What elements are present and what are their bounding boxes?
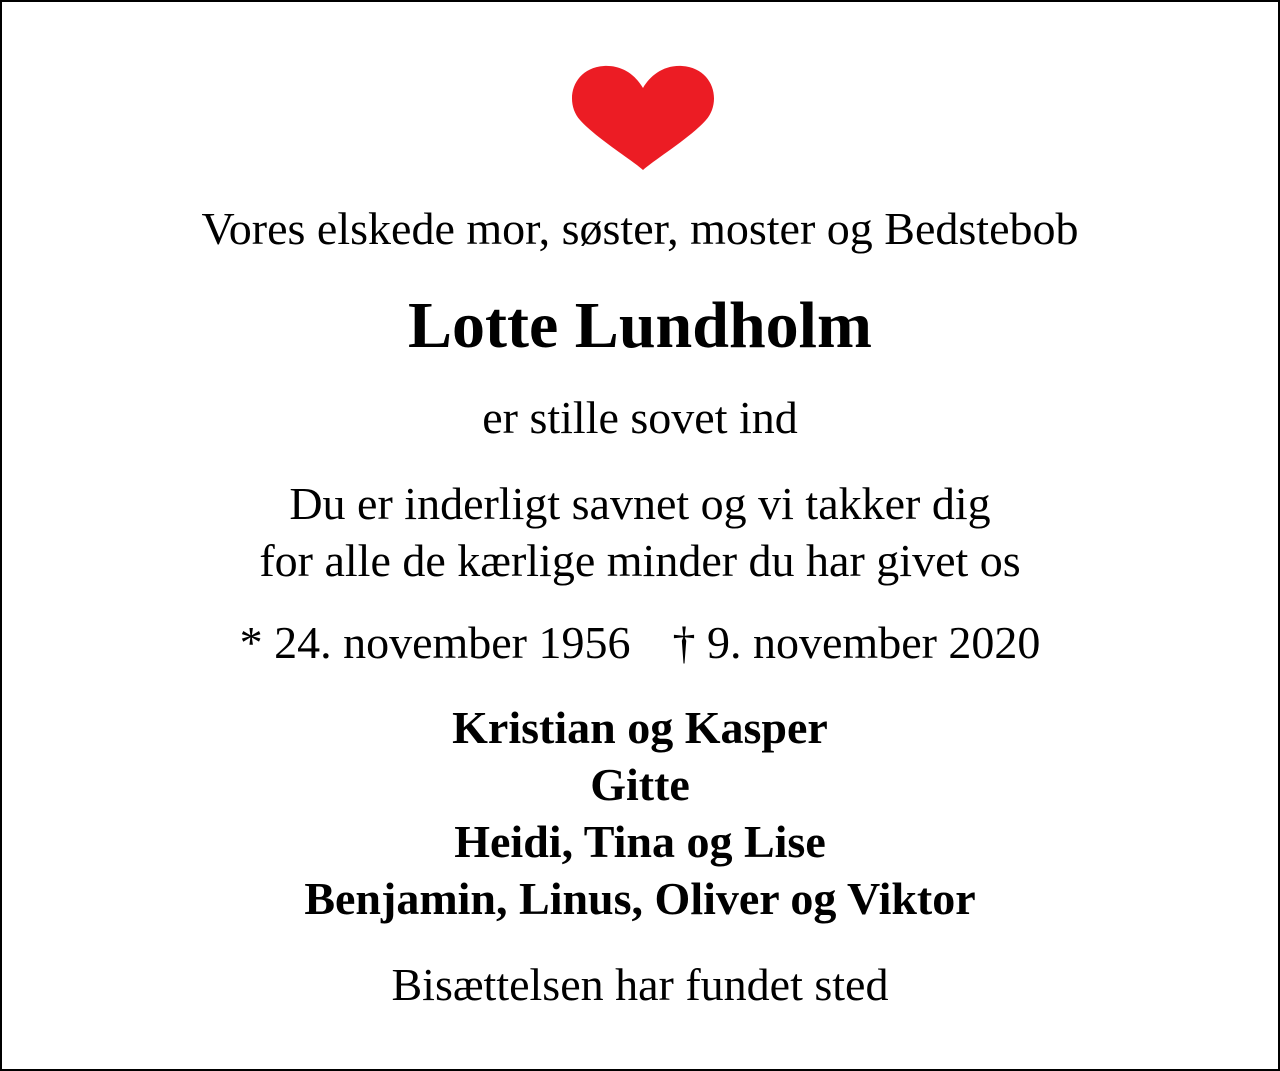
family-line: Benjamin, Linus, Oliver og Viktor [304, 873, 976, 924]
death-date: † 9. november 2020 [672, 617, 1041, 668]
poem-line: for alle de kærlige minder du har givet os [259, 535, 1021, 586]
heart-icon [570, 64, 716, 170]
family-line: Kristian og Kasper [452, 702, 828, 753]
birth-date: * 24. november 1956 [239, 617, 631, 668]
dates-line [2, 617, 1278, 668]
passing-text: er stille sovet ind [482, 392, 798, 443]
deceased-name: Lotte Lundholm [408, 289, 872, 362]
funeral-note: Bisættelsen har fundet sted [391, 959, 889, 1010]
intro-text: Vores elskede mor, søster, moster og Bedstebob [201, 203, 1079, 254]
poem-line: Du er inderligt savnet og vi takker dig [289, 478, 991, 529]
family-line: Gitte [590, 759, 690, 810]
family-line: Heidi, Tina og Lise [454, 816, 826, 867]
